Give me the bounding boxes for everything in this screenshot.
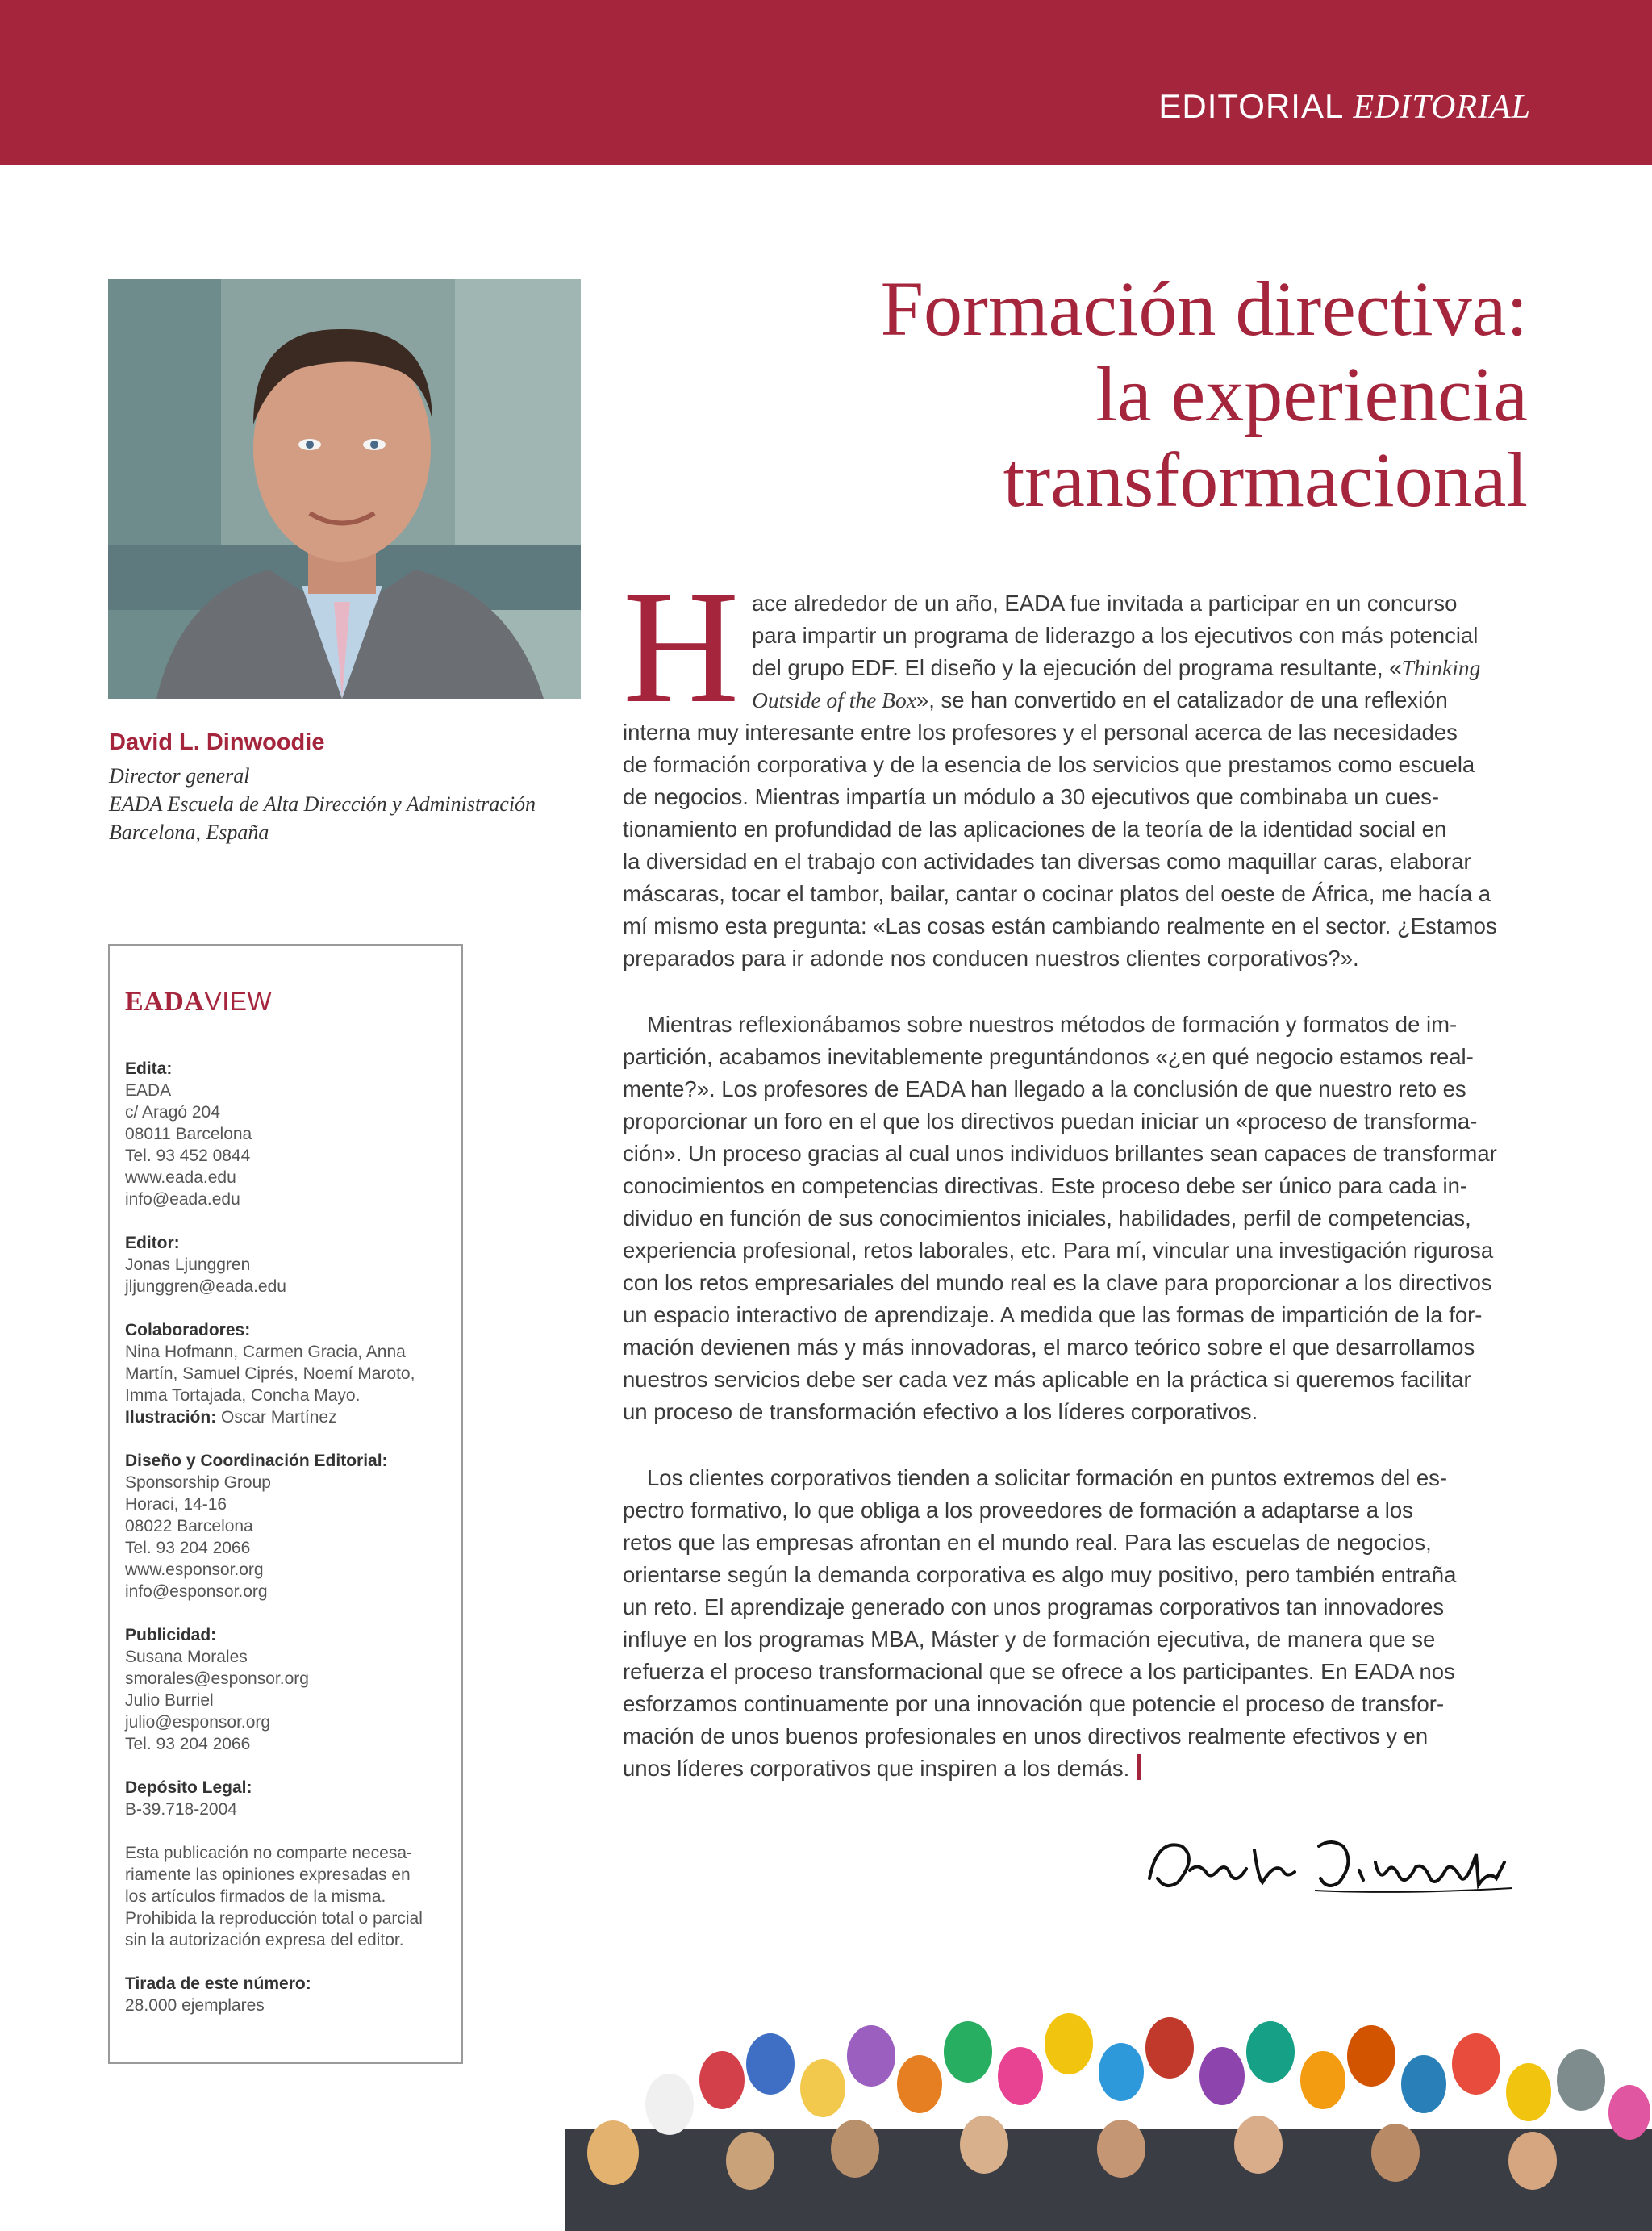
credits-deposito: Depósito Legal: B-39.718-2004 [125,1778,252,1819]
header-bar [0,0,1652,165]
author-name: David L. Dinwoodie [109,729,325,755]
link-editor-email[interactable]: jljunggren@eada.edu [125,1277,286,1296]
credits-box [108,944,463,2064]
paragraph-1: ace alrededor de un año, EADA fue invitada a participar en un concurso para impartir un programa de liderazgo a los ejecutivos con más potencial del grupo EDF. El diseño y la ejecución del programa resultante, «Thinking Outside of the Box», se han convertido en el catalizador de una reflexión interna muy interesante entre los profesores y el personal acerca de las necesidades de formación corporativa y de la esencia de los servicios que prestamos como escuela de negocios. Mientras impartía un módulo a 30 ejecutivos que combinaba un cues- tionamiento en profundidad de las aplicaciones de la teoría de la identidad social en la diversidad en el trabajo con actividades tan diversas como maquillar caras, elaborar máscaras, tocar el tambor, bailar, cantar o cocinar platos del oeste de África, me hacía a mí mismo esta pregunta: «Las cosas están cambiando realmente en el sector. ¿Estamos preparados para ir adonde nos conducen nuestros clientes corporativos?». [623,591,1497,971]
link-smorales-email[interactable]: smorales@esponsor.org [125,1669,309,1688]
author-role [109,762,593,846]
link-esponsor-email[interactable]: info@esponsor.org [125,1582,268,1601]
masked-crowd-image [565,2007,1652,2231]
article-body [623,587,1529,1785]
link-esponsor-web[interactable]: www.esponsor.org [125,1560,264,1579]
paragraph-2: Mientras reflexionábamos sobre nuestros métodos de formación y formatos de im- partición, acabamos inevitablemente preguntándonos «¿en qué negocio estamos real- mente?». Los profesores de EADA han llegado a la conclusión de que nuestro reto es proporcionar un foro en el que los directivos puedan iniciar un «proceso de transforma- ción». Un proceso gracias al cual unos individuos brillantes sean capaces de transformar conocimientos en competencias directivas. Este proceso debe ser único para cada in- dividuo en función de sus conocimientos iniciales, habilidades, perfil de competencias, experiencia profesional, retos laborales, etc. Para mí, vincular una investigación rigurosa con los retos empresariales del mundo real es la clave para proporcionar a los directivos un espacio interactivo de aprendizaje. A medida que las formas de impartición de la for- mación devienen más y más innovadoras, el marco teórico sobre el que desarrollamos nuestros servicios debe ser cada vez más aplicable en la práctica si queremos facilitar un proceso de transformación efectivo a los líderes corporativos. [623,1012,1497,1424]
section-label-italic: EDITORIAL [1353,89,1531,126]
credits-colaboradores: Colaboradores: Nina Hofmann, Carmen Gracia, Anna Martín, Samuel Ciprés, Noemí Maroto, Imma Tortajada, Concha Mayo. Ilustración: Oscar Martínez [125,1321,415,1427]
author-institution: EADA Escuela de Alta Dirección y Administración [109,792,536,816]
credits-editor: Editor: Jonas Ljunggren jljunggren@eada.edu [125,1232,461,1297]
credits-disclaimer: Esta publicación no comparte necesa- riamente las opiniones expresadas en los artículos firmados de la misma. Prohibida la reproducción total o parcial sin la autorización expresa del editor. [125,1844,423,1949]
author-signature [1133,1814,1521,1911]
eadaview-logo: EADAVIEW [125,987,273,1017]
section-label [1158,87,1531,127]
end-mark [1137,1754,1141,1780]
drop-cap: H [623,558,740,737]
link-julio-email[interactable]: julio@esponsor.org [125,1713,271,1732]
credits-edita: Edita: EADA c/ Aragó 204 08011 Barcelona Tel. 93 452 0844 www.eada.edu info@eada.edu [125,1058,461,1210]
paragraph-3: Los clientes corporativos tienden a solicitar formación en puntos extremos del es- pectro formativo, lo que obliga a los proveedores de formación a adaptarse a los retos que las empresas afrontan en el mundo real. Para las escuelas de negocios, orientarse según la demanda corporativa es algo muy positivo, pero también entraña un reto. El aprendizaje generado con unos programas corporativos tan innovadores influye en los programas MBA, Máster y de formación ejecutiva, de manera que se refuerza el proceso transformacional que se ofrece a los participantes. En EADA nos esforzamos continuamente por una innovación que potencie el proceso de transfor- mación de unos buenos profesionales en unos directivos realmente efectivos y en unos líderes corporativos que inspiren a los demás. [623,1465,1457,1781]
article-title: Formación directiva: la experiencia transformacional [880,265,1528,523]
link-eada-email[interactable]: info@eada.edu [125,1190,240,1209]
author-portrait [108,279,581,699]
author-location: Barcelona, España [109,821,269,844]
link-eada-web[interactable]: www.eada.edu [125,1168,236,1187]
section-label-regular: EDITORIAL [1158,87,1343,125]
credits-tirada: Tirada de este número: 28.000 ejemplares [125,1974,311,2015]
credits-publicidad: Publicidad: Susana Morales smorales@esponsor.org Julio Burriel julio@esponsor.org Tel. 93 204 2066 [125,1624,461,1755]
author-title: Director general [109,764,250,788]
credits-diseno: Diseño y Coordinación Editorial: Sponsorship Group Horaci, 14-16 08022 Barcelona Tel. 93 204 2066 www.esponsor.org info@esponsor.org [125,1450,461,1602]
